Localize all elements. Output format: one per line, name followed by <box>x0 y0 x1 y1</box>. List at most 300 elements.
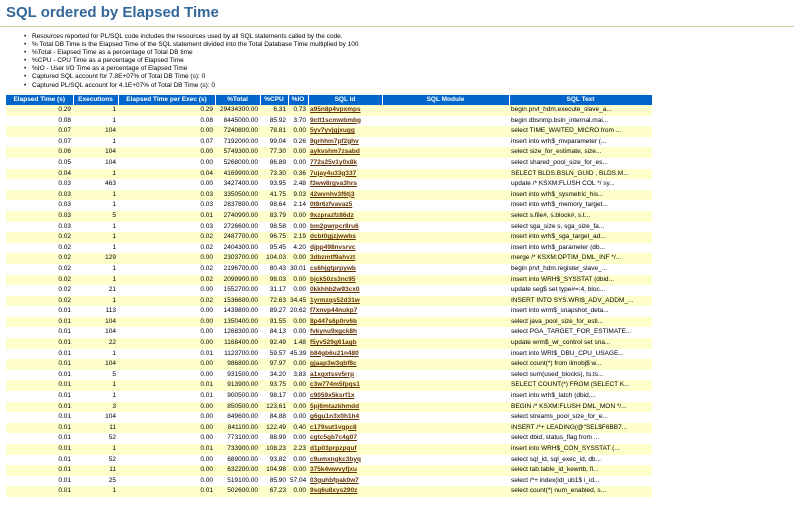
col-elapsed-time-cell: 0.03 <box>6 211 73 222</box>
table-row <box>6 306 652 317</box>
col-sql-module-cell <box>382 116 509 127</box>
col-elapsed-time-cell: 0.03 <box>6 200 73 211</box>
col-pct-total-cell: 29434300.00 <box>215 105 260 116</box>
col-sql-module-cell <box>382 380 509 391</box>
col-pct-io-cell: 20.62 <box>288 306 308 317</box>
col-pct-total-cell: 2740900.00 <box>215 211 260 222</box>
col-sql-text-cell: begin prvt_hdm.execute_slave_a... <box>509 105 652 116</box>
sql-id-link[interactable]: djpp498nvsrvc <box>308 243 382 254</box>
col-executions-cell: 1 <box>73 275 118 286</box>
sql-elapsed-table <box>6 95 653 497</box>
col-pct-cpu-cell: 89.27 <box>260 306 288 317</box>
col-pct-io-cell: 0.26 <box>288 137 308 148</box>
col-pct-cpu-cell: 84.88 <box>260 412 288 423</box>
col-elapsed-per-exec-cell: 0.00 <box>118 285 215 296</box>
sql-id-link[interactable]: gjaap3w3qbf8c <box>308 359 382 370</box>
col-pct-total-cell: 5268000.00 <box>215 158 260 169</box>
table-row <box>6 476 652 487</box>
sql-id-link[interactable]: 772s25v1y0x8k <box>308 158 382 169</box>
table-row <box>6 243 652 254</box>
col-elapsed-time-cell: 0.02 <box>6 296 73 307</box>
sql-id-link[interactable]: cs6hjgtprpywb <box>308 264 382 275</box>
col-pct-cpu-cell: 67.23 <box>260 486 288 497</box>
col-pct-total-cell: 4169900.00 <box>215 169 260 180</box>
col-sql-module-cell <box>382 476 509 487</box>
table-row <box>6 285 652 296</box>
col-elapsed-per-exec-cell: 0.29 <box>118 105 215 116</box>
col-executions-cell: 1 <box>73 264 118 275</box>
col-sql-text-cell: insert into wrh$_sysmetric_his... <box>509 190 652 201</box>
col-pct-io-cell: 0.40 <box>288 423 308 434</box>
col-elapsed-per-exec-cell: 0.08 <box>118 116 215 127</box>
col-pct-cpu-cell: 95.45 <box>260 243 288 254</box>
table-row <box>6 105 652 116</box>
table-row <box>6 349 652 360</box>
table-row <box>6 465 652 476</box>
table-row <box>6 455 652 466</box>
col-sql-module-cell <box>382 359 509 370</box>
col-sql-text-cell: BEGIN /* KSXM:FLUSH DML_MON */... <box>509 402 652 413</box>
notes-list <box>0 33 800 90</box>
sql-id-link[interactable]: 9xzprazfz86dz <box>308 211 382 222</box>
col-pct-cpu-cell: 72.63 <box>260 296 288 307</box>
col-sql-module-cell <box>382 455 509 466</box>
col-sql-module-cell <box>382 222 509 233</box>
col-pct-io-cell: 0.00 <box>288 327 308 338</box>
col-sql-text-cell: select s.file#, s.block#, s.t... <box>509 211 652 222</box>
col-sql-text-cell: select count(*) num_enabled, s... <box>509 486 652 497</box>
col-pct-io-cell: 0.00 <box>288 380 308 391</box>
col-elapsed-per-exec-cell: 0.01 <box>118 211 215 222</box>
col-executions-cell: 104 <box>73 158 118 169</box>
col-pct-cpu-cell: 84.13 <box>260 327 288 338</box>
sql-id-link[interactable]: 9ctt1scmwbmbg <box>308 116 382 127</box>
col-executions-cell: 463 <box>73 179 118 190</box>
col-sql-text-cell: insert into wrh$_latch (dbid,... <box>509 391 652 402</box>
col-pct-io-cell: 3.83 <box>288 370 308 381</box>
col-sql-text-cell: INSERT /*+ LEADING(@"SEL$F6BB7... <box>509 423 652 434</box>
table-row <box>6 359 652 370</box>
col-pct-io-cell: 4.20 <box>288 243 308 254</box>
col-executions-cell: 104 <box>73 147 118 158</box>
col-pct-total-cell: 8445000.00 <box>215 116 260 127</box>
col-elapsed-time-cell: 0.29 <box>6 105 73 116</box>
col-pct-total-cell: 1168400.00 <box>215 338 260 349</box>
col-pct-total-header: %Total <box>215 95 260 105</box>
sql-id-link[interactable]: 0t8r6zfvavaz5 <box>308 200 382 211</box>
col-sql-module-cell <box>382 444 509 455</box>
note-item: • %Total - Elapsed Time as a percentage of Total DB time <box>32 49 800 57</box>
col-pct-total-cell: 1123700.00 <box>215 349 260 360</box>
sql-id-link[interactable]: bjck50zs3nc95 <box>308 275 382 286</box>
col-sql-text-cell: select TIME_WAITED_MICRO from ... <box>509 126 652 137</box>
sql-id-link[interactable]: f5yv529g61agb <box>308 338 382 349</box>
col-elapsed-time-cell: 0.02 <box>6 243 73 254</box>
col-elapsed-per-exec-cell: 0.02 <box>118 296 215 307</box>
col-executions-cell: 21 <box>73 285 118 296</box>
col-elapsed-per-exec-cell: 0.00 <box>118 327 215 338</box>
col-elapsed-per-exec-cell: 0.01 <box>118 444 215 455</box>
col-executions-cell: 104 <box>73 359 118 370</box>
col-elapsed-per-exec-cell: 0.00 <box>118 317 215 328</box>
col-executions-cell: 1 <box>73 116 118 127</box>
table-row <box>6 423 652 434</box>
col-pct-total-cell: 2303700.00 <box>215 253 260 264</box>
col-executions-cell: 1 <box>73 391 118 402</box>
sql-id-link[interactable]: c179sut1vgpc8 <box>308 423 382 434</box>
col-sql-module-cell <box>382 275 509 286</box>
col-elapsed-time-cell: 0.01 <box>6 380 73 391</box>
col-executions-cell: 113 <box>73 306 118 317</box>
col-elapsed-per-exec-cell: 0.00 <box>118 359 215 370</box>
col-pct-cpu-cell: 73.30 <box>260 169 288 180</box>
col-elapsed-time-cell: 0.01 <box>6 444 73 455</box>
col-pct-cpu-cell: 85.90 <box>260 476 288 487</box>
col-pct-total-cell: 519100.00 <box>215 476 260 487</box>
col-executions-cell: 25 <box>73 476 118 487</box>
col-sql-text-cell: select shared_pool_size_for_es... <box>509 158 652 169</box>
note-item: • %CPU - CPU Time as a percentage of Elapsed Time <box>32 57 800 65</box>
col-sql-text-cell: select sum(used_blocks), ts.ts... <box>509 370 652 381</box>
sql-id-link[interactable]: bm2pwrpcr8ru6 <box>308 222 382 233</box>
col-sql-text-cell: select count(*) from ilmobj$ w... <box>509 359 652 370</box>
sql-id-link[interactable]: 03guhbfpak0w7 <box>308 476 382 487</box>
col-pct-total-cell: 931500.00 <box>215 370 260 381</box>
col-sql-module-cell <box>382 253 509 264</box>
sql-id-link[interactable]: aykvshm7zsabd <box>308 147 382 158</box>
col-pct-total-cell: 1350400.00 <box>215 317 260 328</box>
col-pct-total-cell: 773100.00 <box>215 433 260 444</box>
col-sql-text-cell: insert into wrm$_snapshot_deta... <box>509 306 652 317</box>
col-pct-cpu-cell: 88.99 <box>260 433 288 444</box>
col-executions-cell: 3 <box>73 402 118 413</box>
table-row <box>6 486 652 497</box>
col-pct-io-cell: 0.00 <box>288 147 308 158</box>
table-row <box>6 380 652 391</box>
col-elapsed-time-cell: 0.01 <box>6 433 73 444</box>
col-elapsed-per-exec-cell: 0.00 <box>118 370 215 381</box>
col-elapsed-per-exec-cell: 0.01 <box>118 391 215 402</box>
col-pct-total-cell: 1552700.00 <box>215 285 260 296</box>
col-sql-text-cell: select sga_size s, sga_size_fa... <box>509 222 652 233</box>
col-sql-text-cell: insert into wrh$_sga_target_ad... <box>509 232 652 243</box>
col-elapsed-time-cell: 0.01 <box>6 359 73 370</box>
col-elapsed-per-exec-cell: 0.00 <box>118 147 215 158</box>
table-row <box>6 402 652 413</box>
col-elapsed-time-cell: 0.04 <box>6 169 73 180</box>
col-executions-cell: 1 <box>73 232 118 243</box>
table-row <box>6 433 652 444</box>
sql-id-link[interactable]: a95n8p4vpxmps <box>308 105 382 116</box>
col-elapsed-per-exec-cell: 0.00 <box>118 179 215 190</box>
col-elapsed-per-exec-cell: 0.00 <box>118 126 215 137</box>
col-executions-cell: 1 <box>73 190 118 201</box>
col-sql-text-cell: update /* KSXM:FLUSH COL */ sy... <box>509 179 652 190</box>
col-sql-text-cell: insert into WRH$_SYSSTAT (dbid... <box>509 275 652 286</box>
col-sql-text-cell: update wrm$_wr_control set sna... <box>509 338 652 349</box>
col-pct-io-cell: 0.00 <box>288 455 308 466</box>
col-executions-cell: 5 <box>73 370 118 381</box>
col-executions-cell: 1 <box>73 486 118 497</box>
col-pct-cpu-cell: 80.43 <box>260 264 288 275</box>
sql-id-link[interactable]: 5yv7yvjgjxugg <box>308 126 382 137</box>
col-sql-module-cell <box>382 486 509 497</box>
col-sql-module-cell <box>382 391 509 402</box>
col-elapsed-per-exec-cell: 0.00 <box>118 465 215 476</box>
col-executions-cell: 1 <box>73 296 118 307</box>
col-sql-text-cell: insert into WRI$_DBU_CPU_USAGE... <box>509 349 652 360</box>
col-elapsed-time-cell: 0.01 <box>6 391 73 402</box>
col-sql-text-cell: select /*+ index(idl_ub1$ i_id... <box>509 476 652 487</box>
sql-id-link[interactable]: 9sq6u8xys290z <box>308 486 382 497</box>
col-pct-io-cell: 0.00 <box>288 433 308 444</box>
col-pct-total-cell: 849600.00 <box>215 412 260 423</box>
col-pct-cpu-cell: 85.92 <box>260 116 288 127</box>
col-elapsed-time-cell: 0.01 <box>6 306 73 317</box>
col-pct-io-cell: 30.01 <box>288 264 308 275</box>
col-pct-total-cell: 3350500.00 <box>215 190 260 201</box>
col-sql-text-cell: SELECT BLDS.BSLN_GUID , BLDS.M... <box>509 169 652 180</box>
col-pct-total-cell: 2487700.00 <box>215 232 260 243</box>
note-item: • Captured SQL account for 7.8E+07% of Total DB Time (s): 0 <box>32 73 800 81</box>
sql-id-link[interactable]: c9059x5ksrf1x <box>308 391 382 402</box>
col-pct-total-cell: 3427400.00 <box>215 179 260 190</box>
col-pct-total-cell: 913900.00 <box>215 380 260 391</box>
col-executions-cell: 1 <box>73 444 118 455</box>
col-elapsed-time-cell: 0.07 <box>6 126 73 137</box>
col-pct-total-cell: 7240800.00 <box>215 126 260 137</box>
table-row <box>6 158 652 169</box>
col-sql-module-cell <box>382 465 509 476</box>
col-elapsed-per-exec-cell: 0.02 <box>118 232 215 243</box>
table-row <box>6 179 652 190</box>
sql-id-link[interactable]: 5pj6mtazkhmdd <box>308 402 382 413</box>
col-pct-cpu-cell: 34.20 <box>260 370 288 381</box>
sql-id-link[interactable]: d1p03prpzpquf <box>308 444 382 455</box>
col-sql-text-cell: merge /* KSXM:OPTIM_DML_INF */... <box>509 253 652 264</box>
col-elapsed-time-cell: 0.01 <box>6 327 73 338</box>
col-elapsed-per-exec-cell: 0.02 <box>118 264 215 275</box>
col-pct-cpu-cell: 104.98 <box>260 465 288 476</box>
col-executions-cell: 1 <box>73 137 118 148</box>
col-pct-cpu-cell: 93.95 <box>260 179 288 190</box>
col-executions-cell: 1 <box>73 169 118 180</box>
note-item: • Resources reported for PL/SQL code includes the resources used by all SQL statements called by the code. <box>32 33 800 41</box>
col-elapsed-time-cell: 0.01 <box>6 349 73 360</box>
col-elapsed-per-exec-cell: 0.03 <box>118 200 215 211</box>
col-pct-cpu-cell: 108.23 <box>260 444 288 455</box>
sql-id-link[interactable]: g6gu1n3x0h1h4 <box>308 412 382 423</box>
col-sql-text-cell: begin dbsnmp.bsln_internal.mai... <box>509 116 652 127</box>
table-row <box>6 116 652 127</box>
col-executions-cell: 1 <box>73 222 118 233</box>
col-elapsed-time-cell: 0.02 <box>6 232 73 243</box>
col-pct-io-cell: 0.00 <box>288 126 308 137</box>
col-elapsed-time-cell: 0.03 <box>6 222 73 233</box>
sql-id-link[interactable]: f3ww8rgva3hrs <box>308 179 382 190</box>
col-executions-cell: 104 <box>73 412 118 423</box>
col-elapsed-time-cell: 0.02 <box>6 275 73 286</box>
col-elapsed-per-exec-cell: 0.00 <box>118 455 215 466</box>
sql-id-link[interactable]: fvkynu9xgck8h <box>308 327 382 338</box>
col-sql-text-cell: update seg$ set type#=:4, bloc... <box>509 285 652 296</box>
col-pct-cpu-cell: 41.75 <box>260 190 288 201</box>
col-pct-io-header: %IO <box>288 95 308 105</box>
note-item: • Captured PL/SQL account for 4.1E+07% of Total DB Time (s): 0 <box>32 82 800 90</box>
sql-id-link[interactable]: 7ujay4u33g337 <box>308 169 382 180</box>
col-elapsed-time-cell: 0.01 <box>6 455 73 466</box>
col-sql-text-cell: insert into WRH$_CON_SYSSTAT (... <box>509 444 652 455</box>
col-sql-module-cell <box>382 317 509 328</box>
col-sql-text-cell: select dbid, status_flag from ... <box>509 433 652 444</box>
sql-id-link[interactable]: c3w774m5fpqs1 <box>308 380 382 391</box>
col-elapsed-time-cell: 0.02 <box>6 253 73 264</box>
col-sql-text-cell: select streams_pool_size_for_e... <box>509 412 652 423</box>
col-pct-cpu-cell: 104.03 <box>260 253 288 264</box>
table-row <box>6 317 652 328</box>
table-row <box>6 190 652 201</box>
col-sql-module-cell <box>382 190 509 201</box>
col-pct-io-cell: 34.45 <box>288 296 308 307</box>
col-elapsed-per-exec-cell: 0.00 <box>118 253 215 264</box>
col-sql-module-cell <box>382 137 509 148</box>
col-pct-total-cell: 1536600.00 <box>215 296 260 307</box>
col-pct-cpu-cell: 98.17 <box>260 391 288 402</box>
col-pct-io-cell: 0.00 <box>288 391 308 402</box>
sql-id-link[interactable]: 3dbzmtf9ahvzt <box>308 253 382 264</box>
col-sql-module-cell <box>382 423 509 434</box>
col-pct-cpu-cell: 93.75 <box>260 380 288 391</box>
table-row <box>6 412 652 423</box>
col-sql-text-cell: select sql_id, sql_exec_id, db... <box>509 455 652 466</box>
table-row <box>6 296 652 307</box>
sql-id-link[interactable]: 9grhhm7pf2ghv <box>308 137 382 148</box>
col-pct-total-cell: 5749300.00 <box>215 147 260 158</box>
col-executions-cell: 11 <box>73 423 118 434</box>
col-pct-cpu-cell: 98.58 <box>260 222 288 233</box>
sql-id-link[interactable]: a1xgxtssv5rrp <box>308 370 382 381</box>
col-sql-text-cell: INSERT INTO SYS.WRI$_ADV_ADDM_... <box>509 296 652 307</box>
col-elapsed-time-cell: 0.03 <box>6 179 73 190</box>
sql-id-link[interactable]: 375k4wwvyfjxu <box>308 465 382 476</box>
table-row <box>6 370 652 381</box>
col-pct-total-cell: 850500.00 <box>215 402 260 413</box>
note-item: • % Total DB Time is the Elapsed Time of the SQL statement divided into the Total Database Time multiplied by 100 <box>32 41 800 49</box>
col-sql-text-cell: insert into wrh$_memory_target... <box>509 200 652 211</box>
col-sql-module-cell <box>382 264 509 275</box>
sql-id-link[interactable]: dcbt0gjzjwwbs <box>308 232 382 243</box>
col-sql-module-cell <box>382 412 509 423</box>
col-elapsed-time-cell: 0.05 <box>6 158 73 169</box>
col-elapsed-per-exec-cell: 0.00 <box>118 306 215 317</box>
col-sql-text-cell: select size_for_estimate, size... <box>509 147 652 158</box>
col-elapsed-per-exec-cell: 0.03 <box>118 190 215 201</box>
col-pct-cpu-cell: 92.49 <box>260 338 288 349</box>
col-sql-module-cell <box>382 158 509 169</box>
col-sql-text-cell: begin prvt_hdm.register_slave_... <box>509 264 652 275</box>
col-pct-total-cell: 900500.00 <box>215 391 260 402</box>
table-row <box>6 169 652 180</box>
table-row <box>6 338 652 349</box>
sql-id-link[interactable]: cgtc5gb7c4g07 <box>308 433 382 444</box>
col-pct-io-cell: 0.00 <box>288 412 308 423</box>
col-pct-total-cell: 2726600.00 <box>215 222 260 233</box>
col-pct-cpu-cell: 98.64 <box>260 200 288 211</box>
sql-id-link[interactable]: 0kkhhb2w93cx0 <box>308 285 382 296</box>
table-row <box>6 253 652 264</box>
col-elapsed-per-exec-cell: 0.01 <box>118 349 215 360</box>
col-pct-io-cell: 2.23 <box>288 444 308 455</box>
col-sql-module-header: SQL Module <box>382 95 509 105</box>
col-elapsed-per-exec-cell: 0.00 <box>118 423 215 434</box>
col-elapsed-per-exec-cell: 0.00 <box>118 476 215 487</box>
col-pct-total-cell: 986800.00 <box>215 359 260 370</box>
col-pct-cpu-cell: 93.82 <box>260 455 288 466</box>
col-executions-cell: 104 <box>73 317 118 328</box>
sql-id-link[interactable]: 8p447s6p0rv6b <box>308 317 382 328</box>
col-sql-module-cell <box>382 349 509 360</box>
col-executions-cell: 1 <box>73 200 118 211</box>
col-pct-cpu-cell: 97.97 <box>260 359 288 370</box>
col-sql-text-cell: insert into wrh$_parameter (db... <box>509 243 652 254</box>
col-pct-cpu-cell: 78.81 <box>260 126 288 137</box>
col-sql-text-cell: select java_pool_size_for_esti... <box>509 317 652 328</box>
col-elapsed-time-cell: 0.01 <box>6 317 73 328</box>
col-elapsed-time-cell: 0.03 <box>6 190 73 201</box>
col-sql-module-cell <box>382 200 509 211</box>
col-pct-io-cell: 0.00 <box>288 486 308 497</box>
col-executions-cell: 1 <box>73 243 118 254</box>
col-elapsed-per-exec-cell: 0.02 <box>118 243 215 254</box>
col-elapsed-time-cell: 0.01 <box>6 486 73 497</box>
col-elapsed-time-cell: 0.01 <box>6 338 73 349</box>
col-pct-total-cell: 733900.00 <box>215 444 260 455</box>
table-header-row <box>6 95 652 105</box>
col-pct-io-cell: 2.19 <box>288 232 308 243</box>
table-row <box>6 275 652 286</box>
sql-id-link[interactable]: c9umxngkc3byq <box>308 455 382 466</box>
col-pct-total-cell: 1439800.00 <box>215 306 260 317</box>
col-elapsed-per-exec-cell: 0.02 <box>118 275 215 286</box>
col-pct-total-cell: 2837800.00 <box>215 200 260 211</box>
col-executions-cell: 1 <box>73 105 118 116</box>
col-sql-module-cell <box>382 402 509 413</box>
col-pct-io-cell: 3.70 <box>288 116 308 127</box>
col-sql-module-cell <box>382 211 509 222</box>
col-elapsed-time-cell: 0.01 <box>6 476 73 487</box>
sql-id-link[interactable]: f7xnvp44nukp7 <box>308 306 382 317</box>
col-executions-cell: 11 <box>73 465 118 476</box>
col-pct-io-cell: 0.00 <box>288 275 308 286</box>
table-row <box>6 200 652 211</box>
col-elapsed-per-exec-cell: 0.00 <box>118 158 215 169</box>
col-elapsed-time-cell: 0.01 <box>6 402 73 413</box>
table-row <box>6 232 652 243</box>
table-row <box>6 126 652 137</box>
table-row <box>6 327 652 338</box>
col-elapsed-per-exec-cell: 0.01 <box>118 380 215 391</box>
col-elapsed-per-exec-cell: 0.00 <box>118 338 215 349</box>
col-pct-cpu-cell: 122.49 <box>260 423 288 434</box>
sql-id-link[interactable]: 1yrmzqs52d31w <box>308 296 382 307</box>
sql-id-link[interactable]: b84gb6u21n480 <box>308 349 382 360</box>
sql-id-link[interactable]: 42wvnhv3f6tj3 <box>308 190 382 201</box>
col-sql-module-cell <box>382 147 509 158</box>
col-pct-total-cell: 689000.00 <box>215 455 260 466</box>
col-pct-cpu-cell: 59.57 <box>260 349 288 360</box>
col-executions-cell: 1 <box>73 349 118 360</box>
col-sql-text-cell: insert into wrh$_mvparameter (... <box>509 137 652 148</box>
